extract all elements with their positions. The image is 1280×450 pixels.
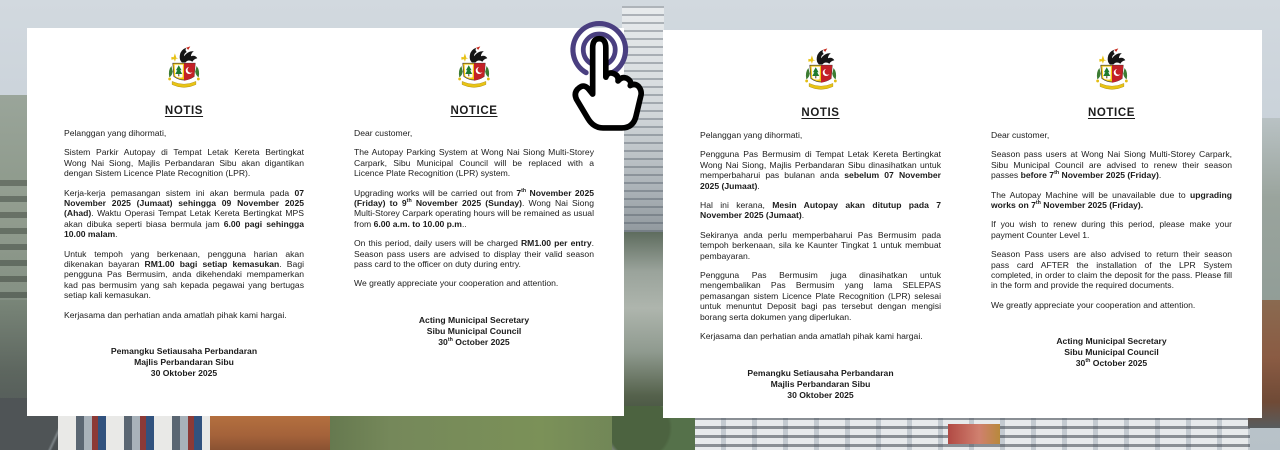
- notice-title: NOTIS: [801, 107, 840, 119]
- notice-paragraph: Pengguna Pas Bermusim juga dinasihatkan untuk mengembalikan Pas Bermusim yang lama SELEPAS pemasangan sistem Licence Plate Recognition (LPR) selesai untuk menuntut Deposit bagi pas tersebut dengan mengisi borang serta dokumen yang diperlukan.: [700, 270, 941, 322]
- background-red-rooftop: [948, 424, 1000, 444]
- notice-title: NOTIS: [164, 105, 204, 117]
- background-shophouse-roofs: [58, 412, 223, 450]
- notice-paragraph: Kerjasama dan perhatian anda amatlah pihak kami hargai.: [700, 331, 923, 342]
- signature-line: Pemangku Setiausaha Perbandaran: [110, 346, 258, 357]
- signature-block: [354, 315, 594, 348]
- notice-paragraph: On this period, daily users will be charged RM1.00 per entry. Season pass users are advised to display their valid season pass card to the officer on duty during entry.: [354, 238, 594, 270]
- notice-paragraph: Kerja-kerja pemasangan sistem ini akan bermula pada 07 November 2025 (Jumaat) sehingga 09 November 2025 (Ahad). Waktu Operasi Tempat Letak Kereta Bertingkat MPS akan dibuka seperti biasa bermula jam 6.00 pagi sehingga 10.00 malam.: [64, 187, 304, 240]
- signature-line: Sibu Municipal Council: [1064, 347, 1159, 358]
- notice-paragraph: Upgrading works will be carried out from 7th November 2025 (Friday) to 9th November 2025 (Sunday). Wong Nai Siong Multi-Storey Carpark operating hours will be remained as usual from 6.00 a.m. to 10.00 p.m..: [354, 187, 594, 229]
- notice-paragraph: The Autopay Machine will be unavailable due to upgrading works on 7th November 2025 (Friday).: [991, 189, 1232, 211]
- notice-body: [991, 149, 1232, 310]
- signature-block: [700, 368, 941, 401]
- notice-paragraph: If you wish to renew during this period, please make your payment Counter Level 1.: [991, 219, 1232, 240]
- notice-paragraph: Sekiranya anda perlu memperbaharui Pas Bermusim pada tempoh berkenaan, sila ke Kaunter Tingkat 1 untuk membuat pembayaran.: [700, 229, 941, 261]
- notice-title: NOTICE: [1087, 107, 1136, 119]
- notice-column-english: [991, 45, 1232, 418]
- sibu-council-crest-icon: [163, 45, 205, 101]
- sibu-council-crest-icon: [453, 45, 495, 101]
- signature-line: Majlis Perbandaran Sibu: [134, 357, 234, 368]
- notice-paragraph: Pengguna Pas Bermusim di Tempat Letak Kereta Bertingkat Wong Nai Siong, Majlis Perbandaran Sibu dinasihatkan untuk memperbaharui pas bulanan anda sebelum 07 November 2025 (Jumaat).: [700, 149, 941, 191]
- salutation: Dear customer,: [354, 128, 413, 138]
- notice-column-malay: [64, 43, 304, 416]
- notice-sheet-season-pass: [663, 30, 1262, 418]
- salutation: Dear customer,: [991, 130, 1050, 140]
- notice-paragraph: The Autopay Parking System at Wong Nai Siong Multi-Storey Carpark, Sibu Municipal Council will be replaced with a Licence Plate Recognition (LPR) system.: [354, 147, 594, 179]
- notice-body: [64, 147, 304, 320]
- signature-line: Sibu Municipal Council: [426, 325, 522, 336]
- signature-line: Acting Municipal Secretary: [1056, 336, 1167, 347]
- signature-line: Majlis Perbandaran Sibu: [770, 378, 871, 389]
- signature-line: Pemangku Setiausaha Perbandaran: [747, 367, 894, 378]
- notice-paragraph: Sistem Parkir Autopay di Tempat Letak Kereta Bertingkat Wong Nai Siong, Majlis Perbandaran Sibu akan digantikan dengan Sistem Licence Plate Recognition (LPR).: [64, 147, 304, 179]
- sibu-council-crest-icon: [1091, 47, 1133, 103]
- signature-block: [64, 346, 304, 379]
- notice-body: [700, 149, 941, 341]
- notice-paragraph: Untuk tempoh yang berkenaan, pengguna harian akan dikenakan bayaran RM1.00 bagi setiap kemasukan. Bagi pengguna Pas Bermusim, anda dikehendaki mempamerkan kad pas bermusim yang sah kepada pegawai yang bertugas setiap kali kemasukan.: [64, 248, 304, 301]
- notice-paragraph: Season pass users at Wong Nai Siong Multi-Storey Carpark, Sibu Municipal Council are advised to renew their season passes before 7th November 2025 (Friday).: [991, 149, 1232, 181]
- notice-paragraph: Season Pass users are also advised to return their season pass card AFTER the installation of the LPR System completed, in order to claim the deposit for the pass. Please fill in the form and provide the required documents.: [991, 249, 1232, 291]
- signature-line: 30th October 2025: [1075, 358, 1148, 369]
- notice-paragraph: We greatly appreciate your cooperation and attention.: [991, 299, 1196, 310]
- tap-click-icon[interactable]: [556, 18, 650, 142]
- notice-paragraph: Kerjasama dan perhatian anda amatlah pihak kami hargai.: [64, 309, 287, 320]
- sibu-council-crest-icon: [800, 47, 842, 103]
- salutation: Pelanggan yang dihormati,: [700, 130, 803, 140]
- notice-column-malay: [700, 45, 941, 418]
- background-orange-roof: [210, 414, 338, 450]
- signature-line: 30 Oktober 2025: [787, 389, 854, 400]
- signature-line: Acting Municipal Secretary: [418, 314, 530, 325]
- salutation: Pelanggan yang dihormati,: [64, 128, 167, 138]
- notice-title: NOTICE: [450, 105, 498, 117]
- notice-sheet-upgrading-works: [27, 28, 624, 416]
- background-town-texture: [0, 180, 30, 300]
- notice-body: [354, 147, 594, 288]
- signature-line: 30th October 2025: [438, 336, 510, 347]
- notice-paragraph: Hal ini kerana, Mesin Autopay akan ditutup pada 7 November 2025 (Jumaat).: [700, 200, 941, 221]
- signature-line: 30 Oktober 2025: [150, 368, 218, 379]
- background-green-field: [330, 414, 632, 450]
- notice-paragraph: We greatly appreciate your cooperation and attention.: [354, 278, 559, 289]
- signature-block: [991, 336, 1232, 369]
